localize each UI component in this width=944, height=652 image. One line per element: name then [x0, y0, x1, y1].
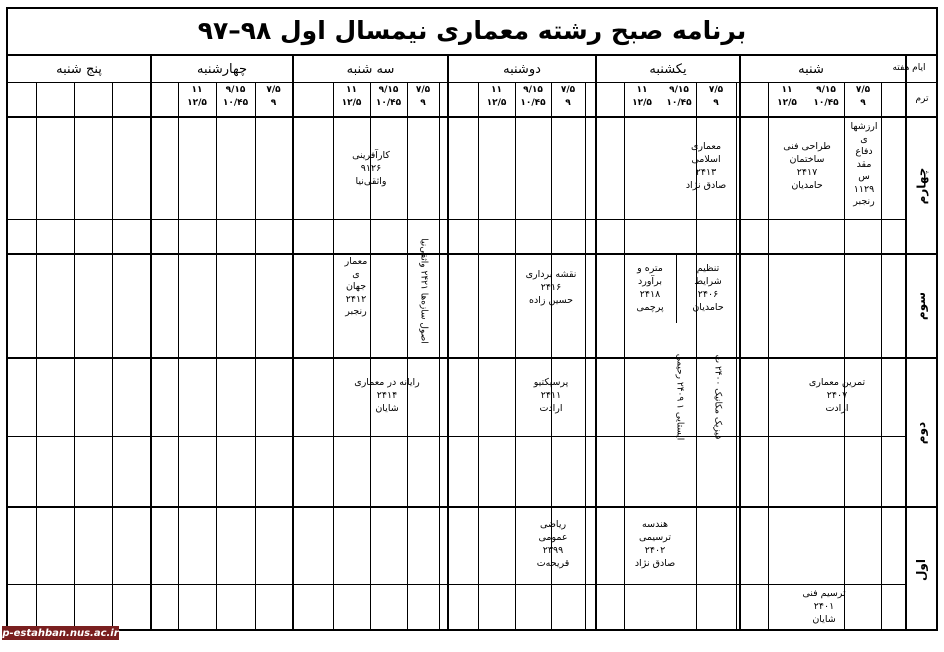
rule: [439, 82, 440, 631]
day-sunday: یکشنبه: [649, 61, 687, 77]
rule: [216, 82, 217, 631]
rule: [36, 82, 37, 631]
site-logo[interactable]: p-estahban.nus.ac.ir: [2, 627, 119, 639]
rule: [333, 82, 334, 631]
day-monday: دوشنبه: [503, 61, 541, 77]
page-title: برنامه صبح رشته معماری نیمسال اول ۹۸–۹۷: [197, 16, 747, 45]
slot-header: ۷/۵ ۹: [855, 85, 871, 108]
course-cell: فیزیک مکانیک ۲۴۰۰ ت: [712, 354, 723, 440]
rule: [6, 219, 906, 220]
day-thursday: پنج شنبه: [56, 61, 102, 77]
course-cell: هندسه ترسیمی ۲۴۰۲ صادق نژاد: [634, 519, 676, 569]
rule: [676, 255, 677, 323]
slot-header: ۷/۵ ۹: [266, 85, 281, 108]
term-label: ترم: [915, 94, 929, 104]
slot-header: ۱۱ ۱۲/۵: [777, 85, 797, 108]
slot-header: ۱۱ ۱۲/۵: [632, 85, 652, 108]
rule: [6, 436, 906, 437]
rule: [293, 82, 294, 631]
rule: [333, 219, 407, 220]
course-cell: ایستایی ۱ ۲۴۰۹ رحیمی: [674, 353, 684, 441]
course-cell: معماری اسلامی ۲۴۱۳ صادق نژاد: [685, 141, 727, 191]
day-saturday: شنبه: [798, 61, 824, 77]
rule: [407, 82, 408, 631]
term-2-label: دوم: [913, 421, 928, 444]
rule: [515, 82, 516, 631]
slot-header: ۹/۱۵ ۱۰/۴۵: [813, 85, 839, 108]
rule: [74, 82, 75, 631]
slot-header: ۷/۵ ۹: [708, 85, 724, 108]
rule: [6, 253, 938, 255]
rule: [736, 82, 737, 631]
rule: [6, 584, 906, 585]
term-3-label: سوم: [914, 291, 928, 321]
term-1-label: اول: [913, 558, 928, 581]
rule: [478, 82, 479, 631]
course-cell: رایانه در معماری ۲۴۱۴ شایان: [354, 377, 420, 414]
rule: [255, 82, 256, 631]
slot-header: ۹/۱۵ ۱۰/۴۵: [222, 85, 249, 108]
rule: [6, 506, 938, 508]
term-4-label: چهارم: [914, 167, 928, 204]
rule: [844, 82, 845, 631]
course-cell: ترسیم فنی ۲۴۰۱ شایان: [802, 588, 846, 625]
rule: [6, 82, 938, 83]
slot-header: ۱۱ ۱۲/۵: [341, 85, 362, 108]
day-tuesday: سه شنبه: [346, 61, 395, 77]
rule: [595, 54, 597, 631]
course-cell: ارزشها ی دفاع مقد س ۱۱۲۹ رنجبر: [850, 121, 878, 207]
course-cell: طراحی فنی ساختمان ۲۴۱۷ حامدیان: [783, 141, 831, 191]
course-cell: تمرین معماری ۲۴۰۷ ارادت: [808, 377, 866, 414]
rule: [6, 357, 938, 359]
day-wednesday: چهارشنبه: [197, 61, 247, 77]
course-cell: نقشه برداری ۲۴۱۶ حسین زاده: [525, 269, 577, 306]
rule: [178, 82, 179, 631]
rule: [768, 82, 769, 631]
course-cell: پرسپکتیو ۲۴۱۱ ارادت: [533, 377, 569, 414]
course-cell: ریاضی عمومی ۲۳۹۹ قریحه‌ت: [536, 519, 570, 569]
course-cell: اصول سازه‌ها ۲۴۲۱ واثقی‌نیا: [419, 238, 429, 344]
slot-header: ۹/۱۵ ۱۰/۴۵: [375, 85, 402, 108]
course-cell: کارآفرینی ۹۱۲۶ واثقی‌نیا: [352, 150, 390, 187]
slot-header: ۹/۱۵ ۱۰/۴۵: [520, 85, 546, 108]
slot-header: ۷/۵ ۹: [560, 85, 576, 108]
rule: [739, 54, 741, 631]
slot-header: ۷/۵ ۹: [415, 85, 431, 108]
rule: [447, 54, 449, 631]
rule: [150, 54, 152, 631]
course-cell: تنظیم شرایط ۲۴۰۶ حامدیان: [692, 263, 724, 313]
course-cell: معمار ی جهان ۲۴۱۲ رنجبر: [344, 256, 368, 317]
course-cell: متره و برآورد ۲۴۱۸ پرچمی: [636, 263, 664, 313]
rule: [112, 82, 113, 631]
weekdays-label: ایام هفته: [892, 63, 926, 73]
rule: [6, 116, 938, 118]
slot-header: ۱۱ ۱۲/۵: [187, 85, 207, 108]
slot-header: ۱۱ ۱۲/۵: [486, 85, 507, 108]
slot-header: ۹/۱۵ ۱۰/۴۵: [666, 85, 692, 108]
